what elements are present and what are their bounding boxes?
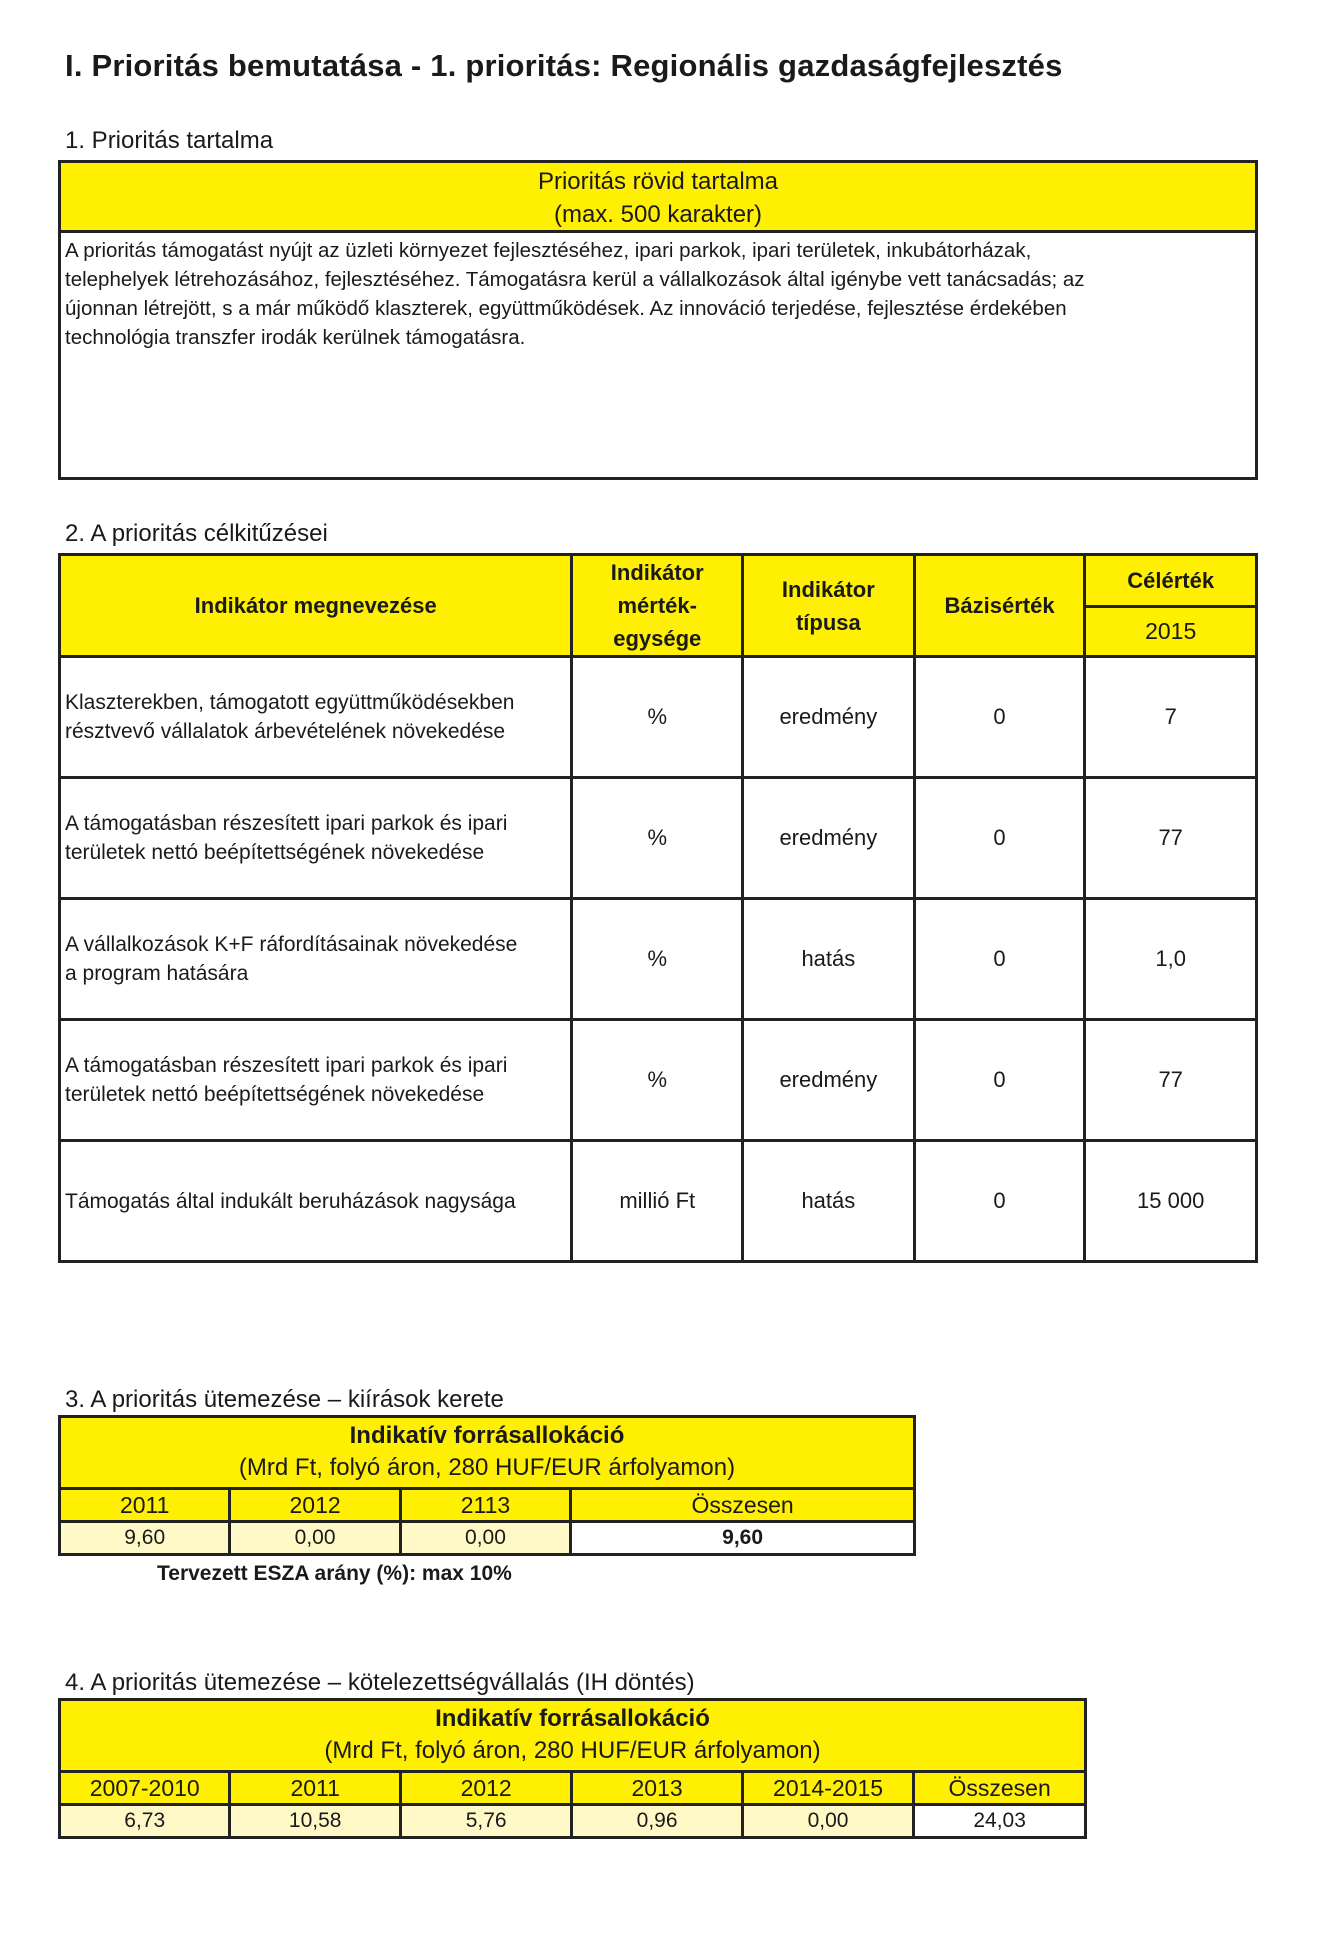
- indicator-unit: %: [572, 1020, 743, 1141]
- table-row: [60, 657, 1257, 778]
- indicator-name: [60, 1141, 572, 1262]
- col-unit-line: mérték-: [617, 593, 697, 618]
- indicator-target: 7: [1085, 657, 1257, 778]
- indicator-target: 15 000: [1085, 1141, 1257, 1262]
- priority-content-line: A prioritás támogatást nyújt az üzleti környezet fejlesztéséhez, ipari parkok, ipari területek, inkubátorházak,: [65, 239, 1032, 262]
- allocation-title: Indikatív forrásallokáció: [349, 1422, 625, 1449]
- table-row: [60, 1020, 1257, 1141]
- priority-content-text: [61, 233, 1255, 355]
- indicator-name: [60, 1020, 572, 1141]
- col-type-line: Indikátor: [781, 576, 875, 602]
- indicator-unit: %: [572, 899, 743, 1020]
- priority-content-line: telephelyek létrehozásához, fejlesztéséhez. Támogatásra kerül a vállalkozások által igénybe vett tanácsadás; az: [65, 268, 1085, 291]
- col-unit-line: egysége: [613, 626, 702, 651]
- indicator-unit: %: [572, 778, 743, 899]
- year-header: 2011: [230, 1772, 400, 1805]
- col-indicator-type: [743, 555, 915, 657]
- total-value: 9,60: [571, 1522, 915, 1555]
- col-type-line: típusa: [795, 609, 861, 635]
- indicator-unit: millió Ft: [572, 1141, 743, 1262]
- table-row: [60, 1141, 1257, 1262]
- indicator-name-line: Támogatás által indukált beruházások nagysága: [65, 1189, 516, 1213]
- allocation-subtitle: (Mrd Ft, folyó áron, 280 HUF/EUR árfolyamon): [324, 1737, 821, 1764]
- table-row: [60, 778, 1257, 899]
- indicator-type: hatás: [743, 1141, 915, 1262]
- indicator-base: 0: [914, 778, 1085, 899]
- indicator-name: [60, 778, 572, 899]
- indicator-type: eredmény: [743, 657, 915, 778]
- year-value: 0,96: [572, 1805, 742, 1838]
- indicator-base: 0: [914, 657, 1085, 778]
- year-header: 2012: [230, 1489, 400, 1522]
- year-header: 2113: [400, 1489, 570, 1522]
- allocation-header: [60, 1700, 1086, 1772]
- year-header: 2011: [60, 1489, 230, 1522]
- indicator-name-line: A támogatásban részesített ipari parkok és ipari: [65, 812, 508, 835]
- year-header: 2012: [400, 1772, 571, 1805]
- indicator-name-line: résztvevő vállalatok árbevételének növekedése: [65, 720, 506, 743]
- priority-content-line: újonnan létrejött, s a már működő klaszterek, együttműködések. Az innováció terjedése, fejlesztése érdekében: [65, 297, 1067, 320]
- year-value: 0,00: [230, 1522, 400, 1555]
- indicator-name-line: területek nettó beépítettségének növekedése: [65, 1083, 485, 1106]
- indicator-target: 77: [1085, 1020, 1257, 1141]
- priority-content-line: technológia transzfer irodák kerülnek támogatásra.: [65, 326, 526, 349]
- indicator-type: hatás: [743, 899, 915, 1020]
- priority-content-box: [58, 160, 1258, 480]
- year-header: 2007-2010: [60, 1772, 230, 1805]
- indicator-name: [60, 899, 572, 1020]
- section1-heading: 1. Prioritás tartalma: [65, 127, 274, 154]
- indicator-base: 0: [914, 899, 1085, 1020]
- section2-heading: 2. A prioritás célkitűzései: [65, 520, 328, 547]
- indicator-target: 1,0: [1085, 899, 1257, 1020]
- indicator-type: eredmény: [743, 778, 915, 899]
- year-header: 2013: [572, 1772, 742, 1805]
- total-header: Összesen: [571, 1489, 915, 1522]
- col-unit-line: Indikátor: [610, 560, 704, 585]
- priority-content-header: [61, 163, 1255, 233]
- year-value: 0,00: [400, 1522, 570, 1555]
- indicator-name-line: A vállalkozások K+F ráfordításainak növekedése: [65, 933, 518, 956]
- section4-heading: 4. A prioritás ütemezése – kötelezettségvállalás (IH döntés): [65, 1669, 695, 1696]
- indicator-name: [60, 657, 572, 778]
- indicator-unit: %: [572, 657, 743, 778]
- allocation-header: [60, 1417, 915, 1489]
- priority-content-title: Prioritás rövid tartalma: [537, 168, 779, 195]
- indicator-name-line: területek nettó beépítettségének növekedése: [65, 841, 485, 864]
- indicator-name-line: A támogatásban részesített ipari parkok és ipari: [65, 1054, 508, 1077]
- year-value: 9,60: [60, 1522, 230, 1555]
- allocation-table-calls: [58, 1415, 916, 1556]
- indicator-name-line: Klaszterekben, támogatott együttműködésekben: [65, 691, 515, 714]
- allocation-subtitle: (Mrd Ft, folyó áron, 280 HUF/EUR árfolyamon): [238, 1454, 736, 1481]
- indicator-type: eredmény: [743, 1020, 915, 1141]
- year-value: 10,58: [230, 1805, 400, 1838]
- table-row: [60, 899, 1257, 1020]
- esza-note: Tervezett ESZA arány (%): max 10%: [157, 1562, 512, 1585]
- col-base-value: Bázisérték: [914, 555, 1085, 657]
- year-header: 2014-2015: [742, 1772, 913, 1805]
- indicator-name-line: a program hatására: [65, 962, 249, 985]
- page-title: I. Prioritás bemutatása - 1. prioritás: Regionális gazdaságfejlesztés: [65, 48, 1063, 83]
- indicator-table: [58, 553, 1258, 1263]
- col-target-value: Célérték: [1085, 555, 1257, 607]
- section3-heading: 3. A prioritás ütemezése – kiírások kerete: [65, 1386, 504, 1413]
- col-indicator-unit: [572, 555, 743, 657]
- col-indicator-name: Indikátor megnevezése: [60, 555, 572, 657]
- indicator-target: 77: [1085, 778, 1257, 899]
- allocation-table-commitments: [58, 1698, 1087, 1839]
- year-value: 5,76: [400, 1805, 571, 1838]
- indicator-base: 0: [914, 1020, 1085, 1141]
- year-value: 6,73: [60, 1805, 230, 1838]
- col-target-year: 2015: [1085, 606, 1257, 657]
- indicator-base: 0: [914, 1141, 1085, 1262]
- allocation-title: Indikatív forrásallokáció: [435, 1705, 710, 1732]
- year-value: 0,00: [742, 1805, 913, 1838]
- priority-content-limit: (max. 500 karakter): [553, 201, 763, 228]
- total-value: 24,03: [914, 1805, 1086, 1838]
- total-header: Összesen: [914, 1772, 1086, 1805]
